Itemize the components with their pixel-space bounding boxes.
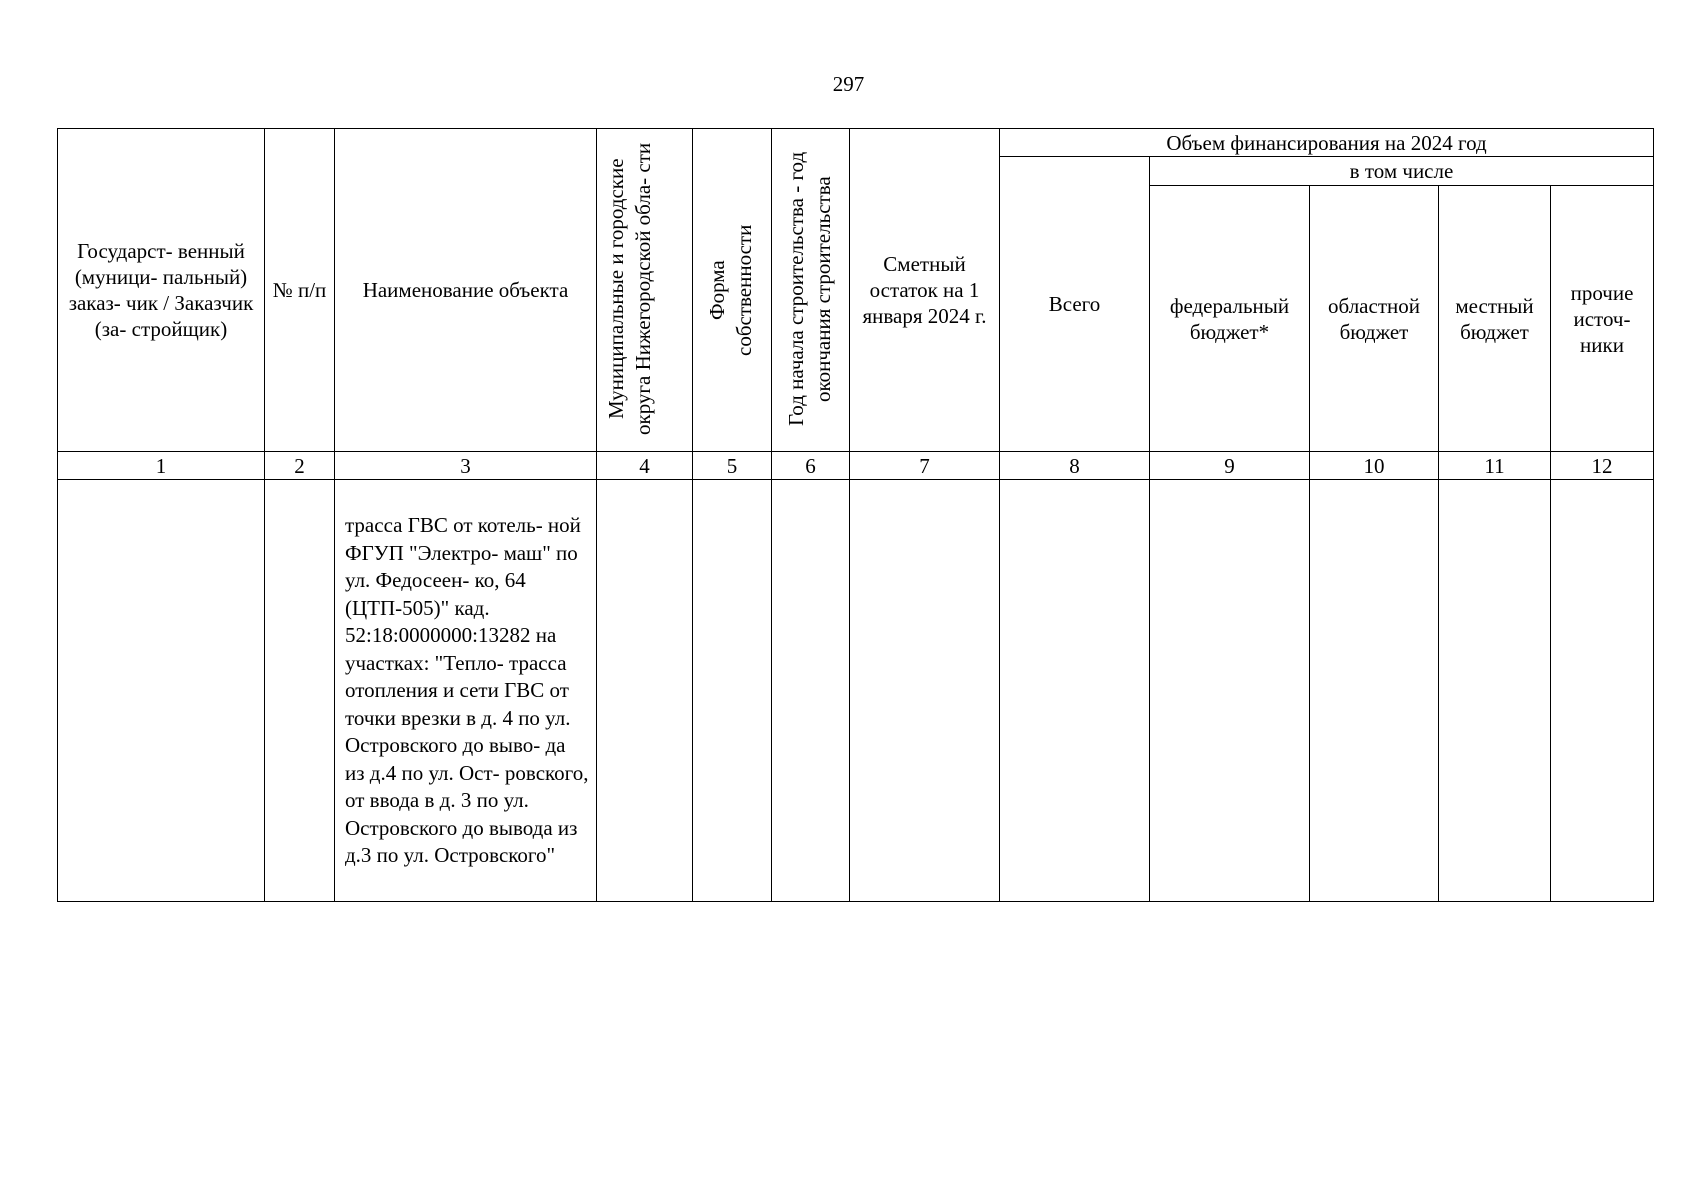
header-financing-group: Объем финансирования на 2024 год xyxy=(1000,129,1654,157)
header-ownership: Форма собственности xyxy=(693,129,772,452)
header-federal: федеральный бюджет* xyxy=(1150,186,1310,452)
cell-ownership xyxy=(693,480,772,902)
header-regional: областной бюджет xyxy=(1310,186,1439,452)
table-row xyxy=(58,480,1654,902)
column-number: 1 xyxy=(58,452,265,480)
cell-regional xyxy=(1310,480,1439,902)
column-number: 6 xyxy=(772,452,850,480)
column-number: 7 xyxy=(850,452,1000,480)
header-object-name: Наименование объекта xyxy=(335,129,597,452)
column-number: 10 xyxy=(1310,452,1439,480)
header-municipality: Муниципальные и городские округа Нижегородской обла- сти xyxy=(597,129,693,452)
column-number: 12 xyxy=(1551,452,1654,480)
header-customer: Государст- венный (муници- пальный) заказ- чик / Заказчик (за- стройщик) xyxy=(58,129,265,452)
cell-object-name: трасса ГВС от котель- ной ФГУП "Электро- маш" по ул. Федосеен- ко, 64 (ЦТП-505)" кад. 52:18:0000000:13282 на участках: "Тепло- трасса отопления и сети ГВС от точки врезки в д. 4 по ул. Островского до выво- да из д.4 по ул. Ост- ровского, от ввода в д. 3 по ул. Островского до вывода из д.3 по ул. Островского" xyxy=(335,480,597,902)
column-number: 9 xyxy=(1150,452,1310,480)
header-number: № п/п xyxy=(265,129,335,452)
header-local: местный бюджет xyxy=(1439,186,1551,452)
cell-total xyxy=(1000,480,1150,902)
column-number: 4 xyxy=(597,452,693,480)
page-number: 297 xyxy=(832,72,865,96)
column-number: 3 xyxy=(335,452,597,480)
cell-customer xyxy=(58,480,265,902)
cell-years xyxy=(772,480,850,902)
column-number: 11 xyxy=(1439,452,1551,480)
cell-local xyxy=(1439,480,1551,902)
header-other: прочие источ- ники xyxy=(1551,186,1654,452)
column-number: 5 xyxy=(693,452,772,480)
cell-number xyxy=(265,480,335,902)
header-including: в том числе xyxy=(1150,157,1654,186)
cell-federal xyxy=(1150,480,1310,902)
financing-table xyxy=(57,128,1654,902)
column-number: 8 xyxy=(1000,452,1150,480)
header-years: Год начала строительства - год окончания строительства xyxy=(772,129,850,452)
column-number-row xyxy=(58,452,1654,480)
cell-other xyxy=(1551,480,1654,902)
header-total: Всего xyxy=(1000,157,1150,452)
cell-municipality xyxy=(597,480,693,902)
cell-estimated-balance xyxy=(850,480,1000,902)
column-number: 2 xyxy=(265,452,335,480)
header-estimated-balance: Сметный остаток на 1 января 2024 г. xyxy=(850,129,1000,452)
